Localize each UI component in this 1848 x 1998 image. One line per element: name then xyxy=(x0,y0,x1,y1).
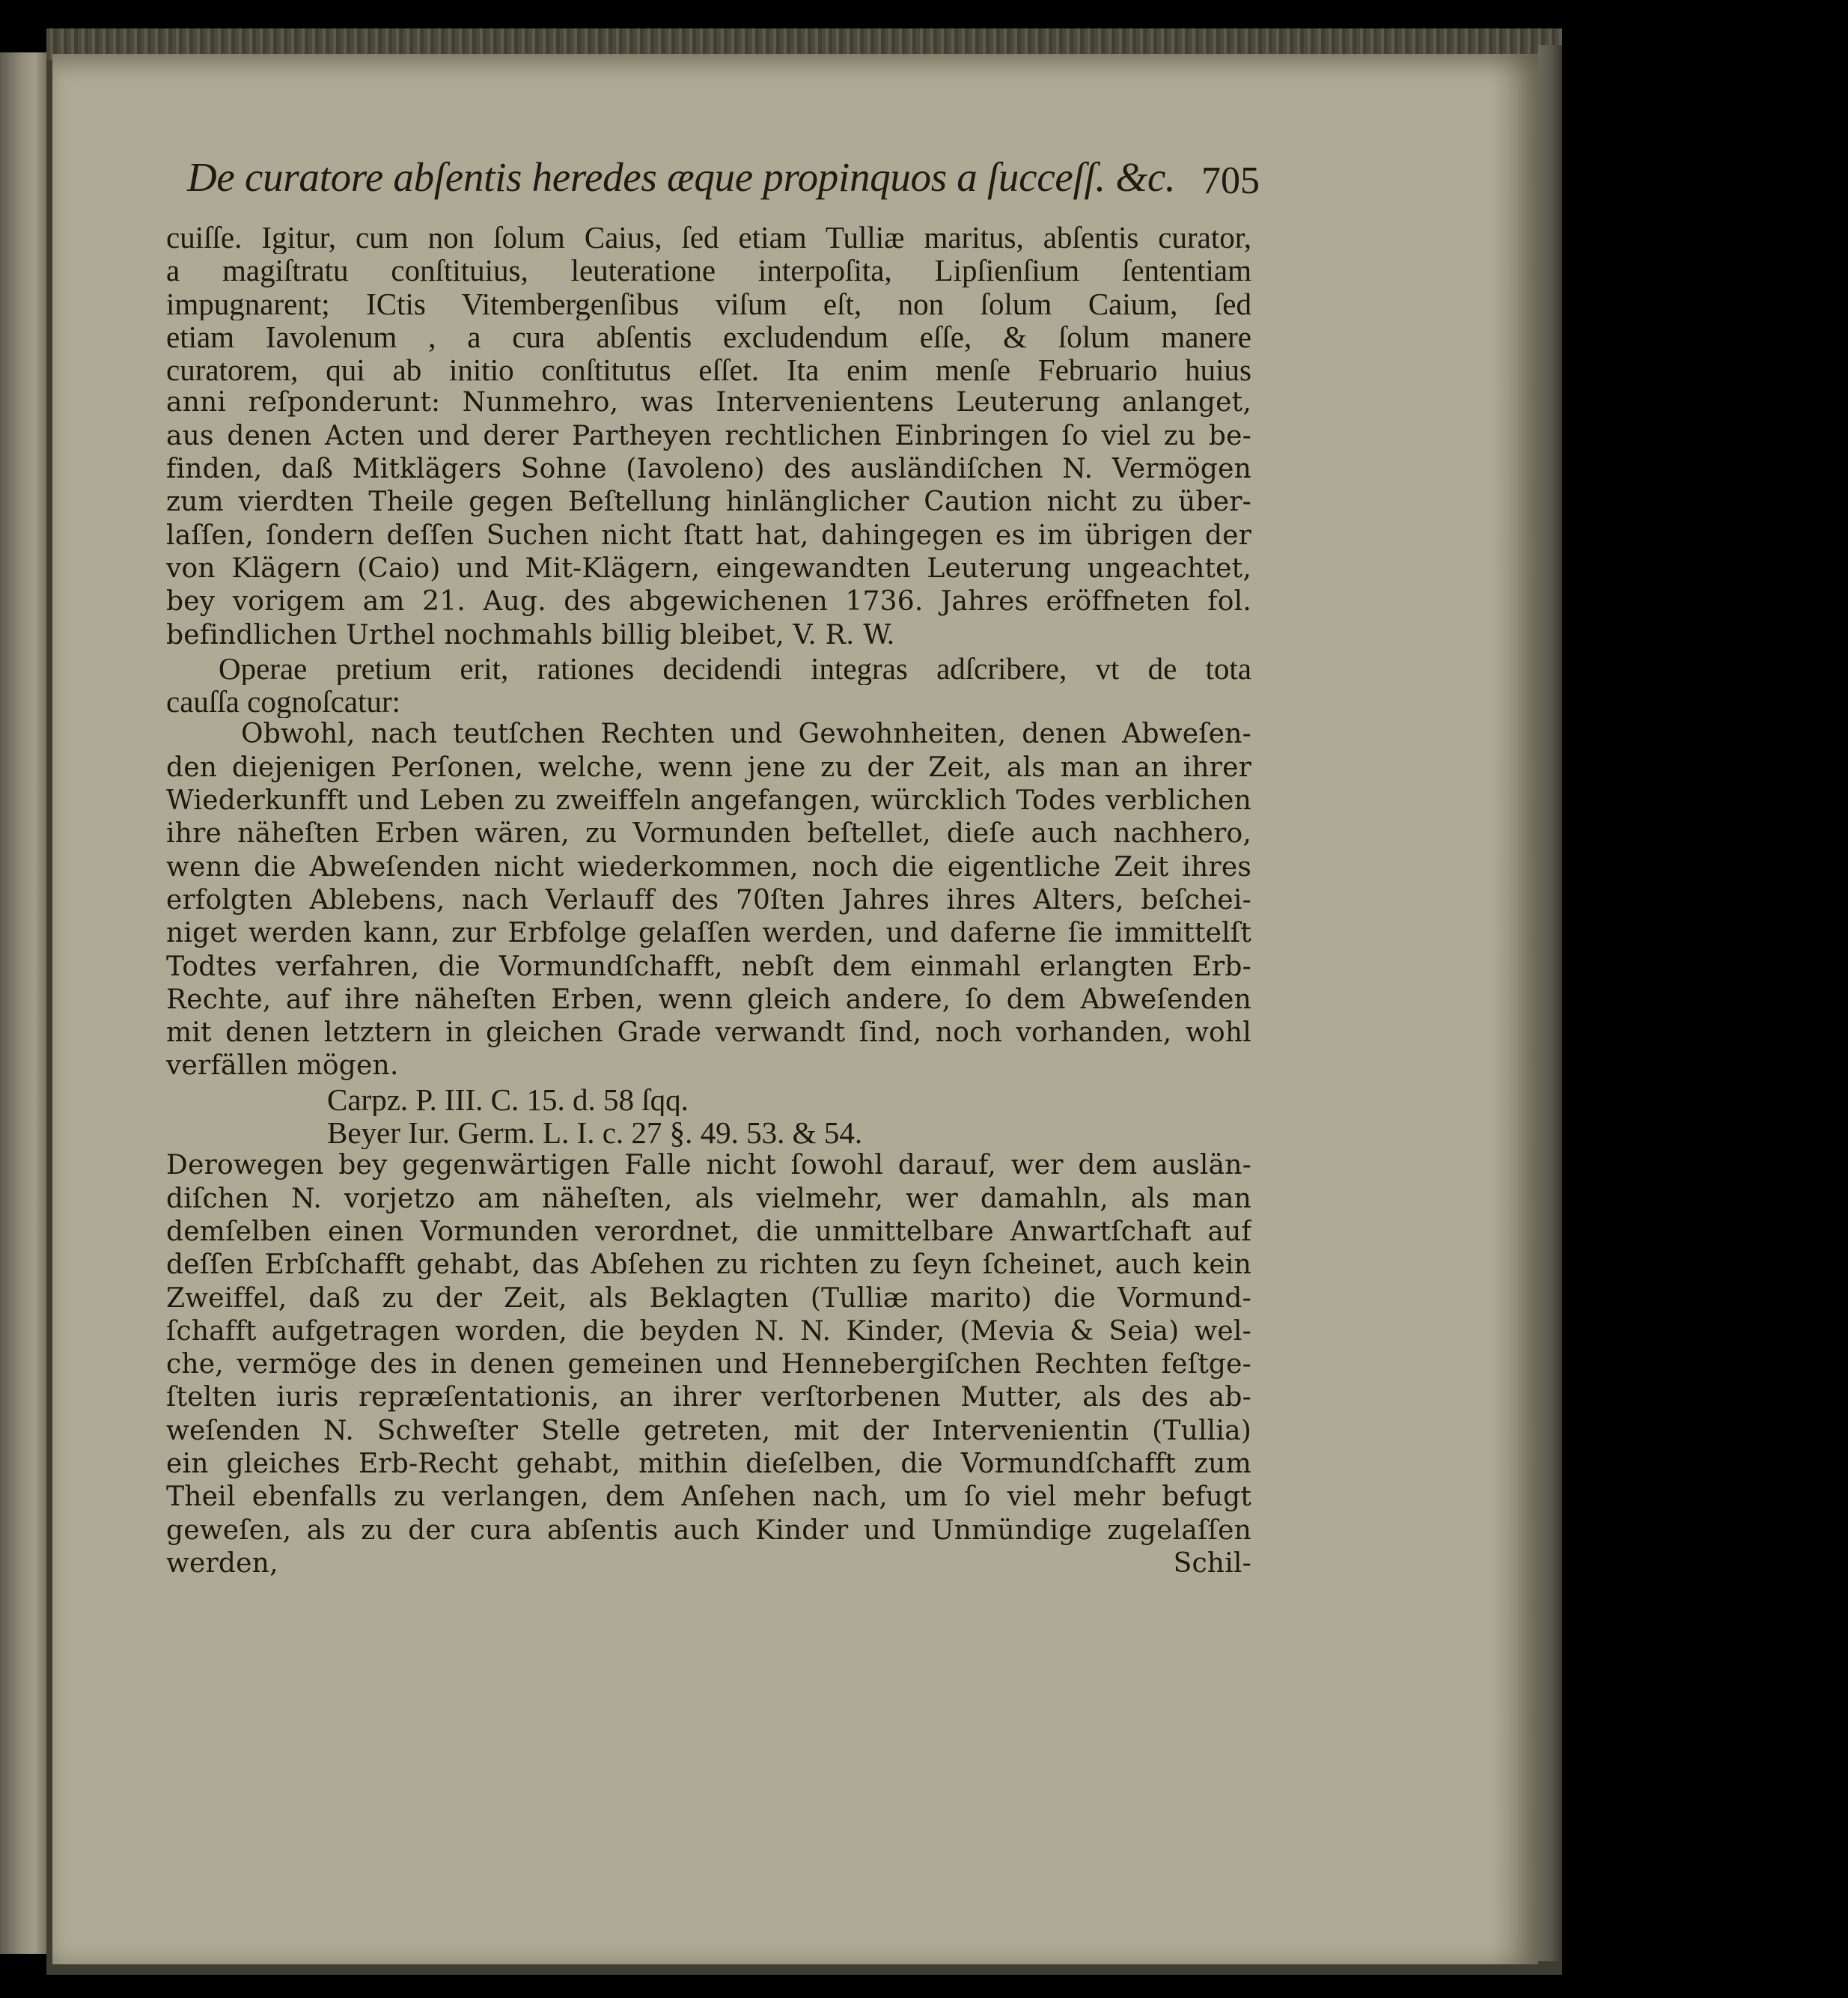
text-line: wenn die Abweſenden nicht wiederkommen, noch die eigentliche Zeit ihres xyxy=(166,851,1251,883)
text-line: Carpz. P. III. C. 15. d. 58 ſqq. xyxy=(327,1082,689,1117)
text-line: impugnarent; ICtis Vitembergenſibus viſum eſt, non ſolum Caium, ſed xyxy=(166,287,1251,320)
text-line: demſelben einen Vormunden verordnet, die unmittelbare Anwartſchaft auf xyxy=(166,1216,1251,1247)
text-line: Obwohl, nach teutſchen Rechten und Gewohnheiten, denen Abweſen- xyxy=(241,719,1251,750)
text-line: niget werden kann, zur Erbfolge gelaſſen werden, und daferne ſie immittelſt xyxy=(166,918,1251,949)
text-line: ſtelten iuris repræſentationis, an ihrer verſtorbenen Mutter, als des ab- xyxy=(166,1382,1251,1413)
left-page-edge xyxy=(0,52,46,1954)
text-line: verfällen mögen. xyxy=(166,1050,399,1082)
running-header xyxy=(187,153,1265,201)
text-line: ihre näheſten Erben wären, zu Vormunden beſtellet, dieſe auch nachhero, xyxy=(166,818,1251,850)
text-line: che, vermöge des in denen gemeinen und Hennebergiſchen Rechten feſtge- xyxy=(166,1349,1251,1380)
page-number: 705 xyxy=(1201,159,1260,202)
text-line: anni reſponderunt: Nunmehro, was Intervenientens Leuterung anlanget, xyxy=(166,387,1251,418)
text-line: zum vierdten Theile gegen Beſtellung hinlänglicher Caution nicht zu über- xyxy=(166,487,1251,518)
text-line: bey vorigem am 21. Aug. des abgewichenen 1736. Jahres eröffneten fol. xyxy=(166,586,1251,618)
text-line: Theil ebenfalls zu verlangen, dem Anſehen nach, um ſo viel mehr befugt xyxy=(166,1481,1251,1513)
text-line: mit denen letztern in gleichen Grade verwandt ſind, noch vorhanden, wohl xyxy=(166,1017,1251,1049)
text-line: Wiederkunfft und Leben zu zweiffeln angefangen, würcklich Todes verblichen xyxy=(166,785,1251,817)
text-line: Todtes verfahren, die Vormundſchafft, nebſt dem einmahl erlangten Erb- xyxy=(166,951,1251,982)
text-line: ein gleiches Erb-Recht gehabt, mithin dieſelben, die Vormundſchafft zum xyxy=(166,1448,1251,1479)
text-line: etiam Iavolenum , a cura abſentis excludendum eſſe, & ſolum manere xyxy=(166,320,1251,354)
page-body-text xyxy=(166,221,1251,1580)
text-line: aus denen Acten und derer Partheyen rechtlichen Einbringen ſo viel zu be- xyxy=(166,420,1251,451)
text-line: werden, Schil- xyxy=(166,1547,1251,1579)
text-line: cuiſſe. Igitur, cum non ſolum Caius, ſed etiam Tulliæ maritus, abſentis curator, xyxy=(166,221,1251,255)
text-line: finden, daß Mitklägers Sohne (Iavoleno) des ausländiſchen N. Vermögen xyxy=(166,454,1251,485)
text-line: weſenden N. Schweſter Stelle getreten, mit der Intervenientin (Tullia) xyxy=(166,1415,1251,1446)
text-line: diſchen N. vorjetzo am näheſten, als vielmehr, wer damahln, als man xyxy=(166,1183,1251,1214)
text-line: ſchafft aufgetragen worden, die beyden N. N. Kinder, (Mevia & Seia) wel- xyxy=(166,1315,1251,1347)
text-line: cauſſa cognoſcatur: xyxy=(166,685,401,719)
text-line: laſſen, ſondern deſſen Suchen nicht ſtatt hat, dahingegen es im übrigen der xyxy=(166,520,1251,551)
text-line: befindlichen Urthel nochmahls billig bleibet, V. R. W. xyxy=(166,619,895,651)
text-line: Rechte, auf ihre näheſten Erben, wenn gleich andere, ſo dem Abweſenden xyxy=(166,984,1251,1015)
text-line: erfolgten Ablebens, nach Verlauff des 70ſten Jahres ihres Alters, beſchei- xyxy=(166,884,1251,916)
page-fold-shadow xyxy=(1489,54,1538,1964)
text-line: Zweiffel, daß zu der Zeit, als Beklagten (Tulliæ marito) die Vormund- xyxy=(166,1282,1251,1314)
running-header-title: De curatore abſentis heredes æque propinquos a ſucceſſ. &c. xyxy=(187,154,1176,200)
text-line: den diejenigen Perſonen, welche, wenn jene zu der Zeit, als man an ihrer xyxy=(166,752,1251,783)
book-cover-right-edge xyxy=(1538,45,1562,1961)
text-line: a magiſtratu conſtituius, leuteratione interpoſita, Lipſienſium ſententiam xyxy=(166,254,1251,287)
text-line: Derowegen bey gegenwärtigen Falle nicht ſowohl darauf, wer dem auslän- xyxy=(166,1150,1251,1181)
text-line: curatorem, qui ab initio conſtitutus eſſet. Ita enim menſe Februario huius xyxy=(166,353,1251,387)
text-line: Operae pretium erit, rationes decidendi integras adſcribere, vt de tota xyxy=(219,651,1251,686)
text-line: von Klägern (Caio) und Mit-Klägern, eingewandten Leuterung ungeachtet, xyxy=(166,552,1251,584)
text-line: geweſen, als zu der cura abſentis auch Kinder und Unmündige zugelaſſen xyxy=(166,1514,1251,1546)
text-line: deſſen Erbſchafft gehabt, das Abſehen zu richten zu ſeyn ſcheinet, auch kein xyxy=(166,1249,1251,1281)
text-line: Beyer Iur. Germ. L. I. c. 27 §. 49. 53. & 54. xyxy=(327,1116,863,1150)
